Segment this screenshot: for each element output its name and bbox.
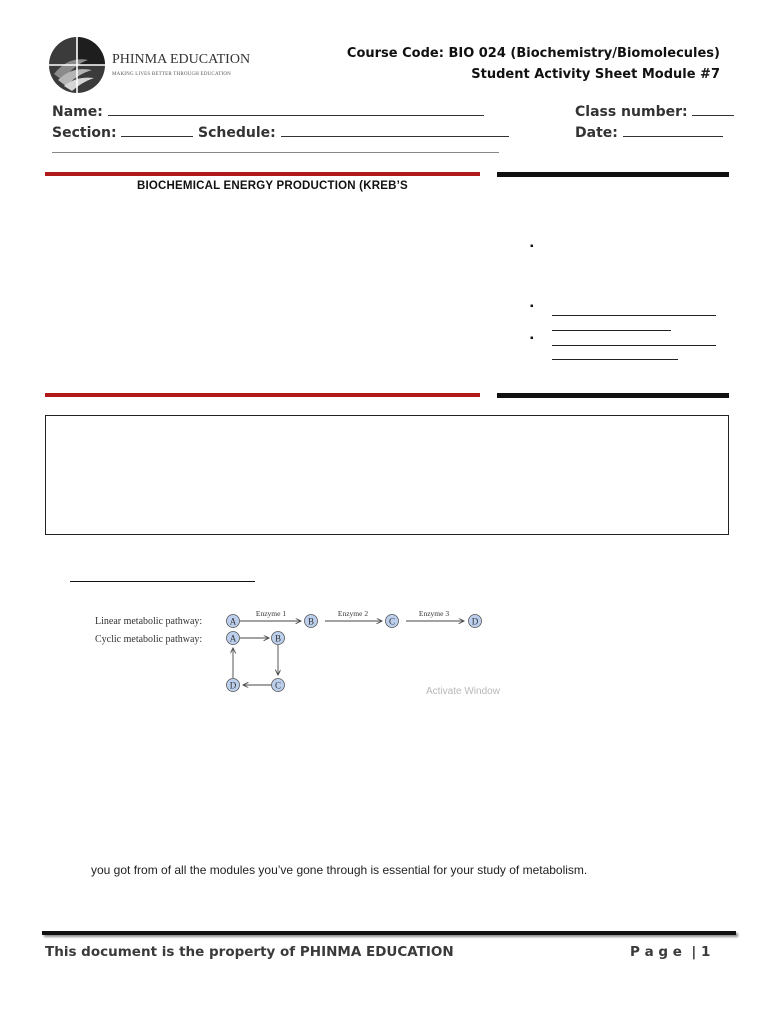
svg-text:A: A bbox=[229, 616, 237, 627]
date-field[interactable] bbox=[575, 122, 723, 141]
section-title: BIOCHEMICAL ENERGY PRODUCTION (KREB’S bbox=[137, 180, 408, 192]
linear-node-b bbox=[305, 615, 318, 628]
svg-text:D: D bbox=[229, 680, 237, 691]
date-label: Date: bbox=[575, 125, 618, 141]
heading-underline bbox=[70, 581, 255, 582]
class-number-blank[interactable] bbox=[692, 101, 734, 116]
bullet-3: ▪ bbox=[530, 333, 534, 344]
linear-node-c bbox=[386, 615, 399, 628]
svg-text:A: A bbox=[229, 633, 237, 644]
bullet-2-blank-2[interactable] bbox=[552, 330, 671, 331]
enzyme-3-label: Enzyme 3 bbox=[418, 609, 450, 618]
module-title: Student Activity Sheet Module #7 bbox=[471, 67, 720, 82]
bullet-3-blank-2[interactable] bbox=[552, 359, 678, 360]
cyclic-node-d bbox=[227, 679, 240, 692]
class-number-field[interactable] bbox=[575, 101, 734, 120]
course-code: Course Code: BIO 024 (Biochemistry/Biomolecules) bbox=[346, 46, 720, 61]
footer-property: This document is the property of PHINMA EDUCATION bbox=[45, 944, 454, 960]
section-bottom-black-rule bbox=[497, 393, 729, 398]
svg-text:B: B bbox=[307, 616, 315, 627]
cyclic-node-c bbox=[272, 679, 285, 692]
bullet-2: ▪ bbox=[530, 301, 534, 312]
bullet-1: ▪ bbox=[530, 241, 534, 252]
section-bottom-red-rule bbox=[45, 393, 480, 397]
footer-rule bbox=[42, 931, 736, 935]
svg-text:D: D bbox=[471, 616, 479, 627]
linear-node-d bbox=[469, 615, 482, 628]
body-text: you got from of all the modules you’ve gone through is essential for your study of metabolism. bbox=[91, 863, 588, 877]
name-field[interactable] bbox=[52, 101, 484, 120]
section-top-red-rule bbox=[45, 172, 480, 176]
name-blank[interactable] bbox=[108, 101, 484, 116]
date-blank[interactable] bbox=[623, 122, 723, 137]
pathway-diagram bbox=[90, 600, 510, 704]
section-label: Section: bbox=[52, 125, 117, 141]
svg-text:C: C bbox=[274, 680, 282, 691]
activate-windows-watermark: Activate Window bbox=[426, 686, 500, 697]
footer-page-number: P a g e | 1 bbox=[630, 944, 711, 960]
enzyme-1-label: Enzyme 1 bbox=[255, 609, 287, 618]
linear-node-a bbox=[227, 615, 240, 628]
linear-pathway-label: Linear metabolic pathway: bbox=[95, 616, 203, 627]
section-blank[interactable] bbox=[121, 122, 193, 137]
section-top-black-rule bbox=[497, 172, 729, 177]
section-field[interactable] bbox=[52, 122, 193, 141]
enzyme-2-label: Enzyme 2 bbox=[337, 609, 369, 618]
phinma-globe-icon bbox=[48, 34, 108, 96]
bullet-2-blank-1[interactable] bbox=[552, 315, 716, 316]
bullet-3-blank-1[interactable] bbox=[552, 345, 716, 346]
name-label: Name: bbox=[52, 104, 103, 120]
phinma-logo bbox=[48, 34, 251, 98]
cyclic-pathway-label: Cyclic metabolic pathway: bbox=[95, 634, 203, 645]
schedule-label: Schedule: bbox=[198, 125, 276, 141]
schedule-field[interactable] bbox=[198, 122, 509, 141]
class-number-label: Class number: bbox=[575, 104, 688, 120]
schedule-blank[interactable] bbox=[281, 122, 509, 137]
svg-text:C: C bbox=[388, 616, 396, 627]
header-divider bbox=[52, 152, 499, 153]
cyclic-node-b bbox=[272, 632, 285, 645]
logo-title: PHINMA EDUCATION bbox=[112, 52, 251, 67]
answer-box[interactable] bbox=[45, 415, 729, 535]
logo-tagline: MAKING LIVES BETTER THROUGH EDUCATION bbox=[112, 72, 231, 77]
cyclic-node-a bbox=[227, 632, 240, 645]
svg-text:B: B bbox=[274, 633, 282, 644]
